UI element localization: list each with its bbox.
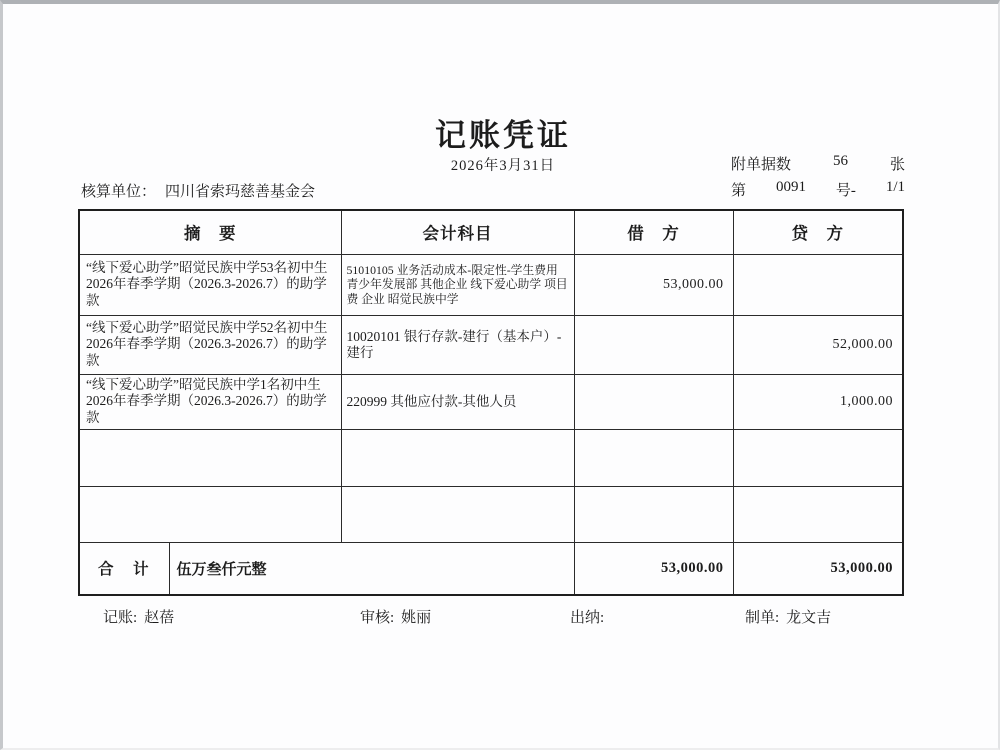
attachment-count-value: 56 — [833, 153, 848, 169]
debit-cell — [574, 315, 733, 374]
table-total-row — [79, 542, 903, 595]
total-label-cell: 合 计 — [79, 542, 169, 595]
column-header-account: 会计科目 — [341, 210, 574, 254]
credit-cell: 1,000.00 — [733, 374, 903, 429]
debit-cell: 53,000.00 — [574, 254, 733, 315]
table-row — [79, 315, 903, 374]
bookkeeper-signature — [103, 606, 174, 627]
total-credit-cell: 53,000.00 — [733, 542, 903, 595]
voucher-title: 记账凭证 — [435, 118, 571, 153]
preparer-signature — [745, 606, 831, 627]
reviewer-signature — [360, 606, 431, 627]
attachment-count-label: 附单据数 — [731, 157, 792, 173]
attachment-count-unit: 张 — [889, 157, 905, 173]
table-row — [79, 254, 903, 315]
reviewer-label: 审核: — [360, 610, 395, 626]
table-row-empty — [79, 486, 903, 542]
table-header-row — [79, 210, 903, 254]
total-amount-in-words-cell: 伍万叁仟元整 — [169, 542, 574, 595]
summary-cell: “线下爱心助学”昭觉民族中学1名初中生2026年春季学期（2026.3-2026.7）的助学款 — [79, 374, 341, 429]
summary-cell: “线下爱心助学”昭觉民族中学52名初中生2026年春季学期（2026.3-2026.7）的助学款 — [79, 315, 341, 374]
column-header-credit: 贷 方 — [733, 210, 903, 254]
voucher-date: 2026年3月31日 — [450, 158, 556, 174]
credit-cell — [733, 254, 903, 315]
bookkeeper-name: 赵蓓 — [144, 610, 175, 626]
voucher-number-row — [731, 179, 905, 200]
accounting-unit-row — [81, 180, 315, 201]
column-header-debit: 借 方 — [574, 210, 733, 254]
reviewer-name: 姚丽 — [401, 610, 432, 626]
credit-cell — [733, 429, 903, 486]
preparer-name: 龙文吉 — [786, 610, 832, 626]
table-row — [79, 374, 903, 429]
attachment-count-row — [731, 153, 905, 174]
cashier-label: 出纳: — [570, 610, 605, 626]
voucher-number-suffix: 号- — [835, 183, 856, 199]
voucher-number-prefix: 第 — [731, 183, 747, 199]
debit-cell — [574, 374, 733, 429]
account-cell — [341, 486, 574, 542]
voucher-table — [78, 209, 904, 596]
credit-cell — [733, 486, 903, 542]
debit-cell — [574, 486, 733, 542]
accounting-unit-label: 核算单位： — [81, 184, 157, 200]
cashier-signature — [570, 606, 611, 627]
column-header-summary: 摘 要 — [79, 210, 341, 254]
account-cell: 51010105 业务活动成本-限定性-学生费用 青少年发展部 其他企业 线下爱心助学 项目费 企业 昭觉民族中学 — [341, 254, 574, 315]
account-cell: 10020101 银行存款-建行（基本户）-建行 — [341, 315, 574, 374]
bookkeeper-label: 记账: — [103, 610, 138, 626]
debit-cell — [574, 429, 733, 486]
credit-cell: 52,000.00 — [733, 315, 903, 374]
accounting-unit-value: 四川省索玛慈善基金会 — [165, 184, 316, 200]
account-cell — [341, 429, 574, 486]
summary-cell: “线下爱心助学”昭觉民族中学53名初中生2026年春季学期（2026.3-2026.7）的助学款 — [79, 254, 341, 315]
total-debit-cell: 53,000.00 — [574, 542, 733, 595]
summary-cell — [79, 486, 341, 542]
voucher-number-value: 0091 — [775, 179, 806, 195]
summary-cell — [79, 429, 341, 486]
account-cell: 220999 其他应付款-其他人员 — [341, 374, 574, 429]
preparer-label: 制单: — [745, 610, 780, 626]
table-row-empty — [79, 429, 903, 486]
voucher-page-indicator: 1/1 — [885, 179, 905, 195]
